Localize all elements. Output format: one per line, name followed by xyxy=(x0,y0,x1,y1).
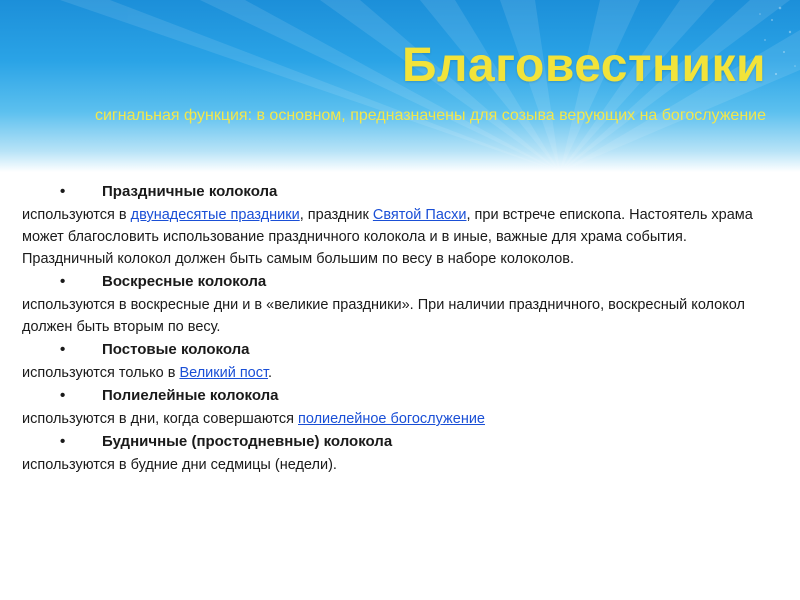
bullet-icon: • xyxy=(60,341,66,358)
bullet-heading xyxy=(22,338,782,362)
link-polieleynoe[interactable]: полиелейное богослужение xyxy=(298,411,485,427)
link-velikiy-post[interactable]: Великий пост xyxy=(179,365,269,381)
section-heading-lenten: Постовые колокола xyxy=(102,341,250,358)
section-heading-sunday: Воскресные колокола xyxy=(102,273,267,290)
section-text-lenten: используются только в Великий пост. xyxy=(22,365,273,381)
section-heading-holiday: Праздничные колокола xyxy=(102,183,278,200)
bullet-icon: • xyxy=(60,433,66,450)
bullet-icon: • xyxy=(60,273,66,290)
section-text-polyeleos: используются в дни, когда совершаются полиелейное богослужение xyxy=(22,411,485,427)
bullet-heading xyxy=(22,270,782,294)
section-heading-weekday: Будничные (простодневные) колокола xyxy=(102,433,393,450)
slide-title: Благовестники xyxy=(401,39,766,92)
link-svyatoy-paskhi[interactable]: Святой Пасхи xyxy=(372,207,467,223)
bullet-heading xyxy=(22,384,782,408)
section-text-holiday: используются в двунадесятые праздники, праздник Святой Пасхи, при встрече епископа. Настоятель храма может благословить использование праздничного колокола и в иные, важные для храма события. Праздничный колокол должен быть самым большим по весу в наборе колоколов. xyxy=(22,207,753,267)
section-heading-polyeleos: Полиелейные колокола xyxy=(102,387,279,404)
content-body xyxy=(22,180,782,476)
section-text-weekday: используются в будние дни седмицы (недели). xyxy=(22,457,337,473)
header-banner xyxy=(0,0,800,172)
bullet-heading xyxy=(22,430,782,454)
bullet-icon: • xyxy=(60,183,66,200)
bullet-heading xyxy=(22,180,782,204)
slide-subtitle: сигнальная функция: в основном, предназначены для созыва верующих на богослужение xyxy=(94,107,766,124)
link-dvunadesyatye[interactable]: двунадесятые праздники xyxy=(130,207,300,223)
section-text-sunday: используются в воскресные дни и в «великие праздники». При наличии праздничного, воскресный колокол должен быть вторым по весу. xyxy=(22,297,745,335)
bullet-icon: • xyxy=(60,387,66,404)
